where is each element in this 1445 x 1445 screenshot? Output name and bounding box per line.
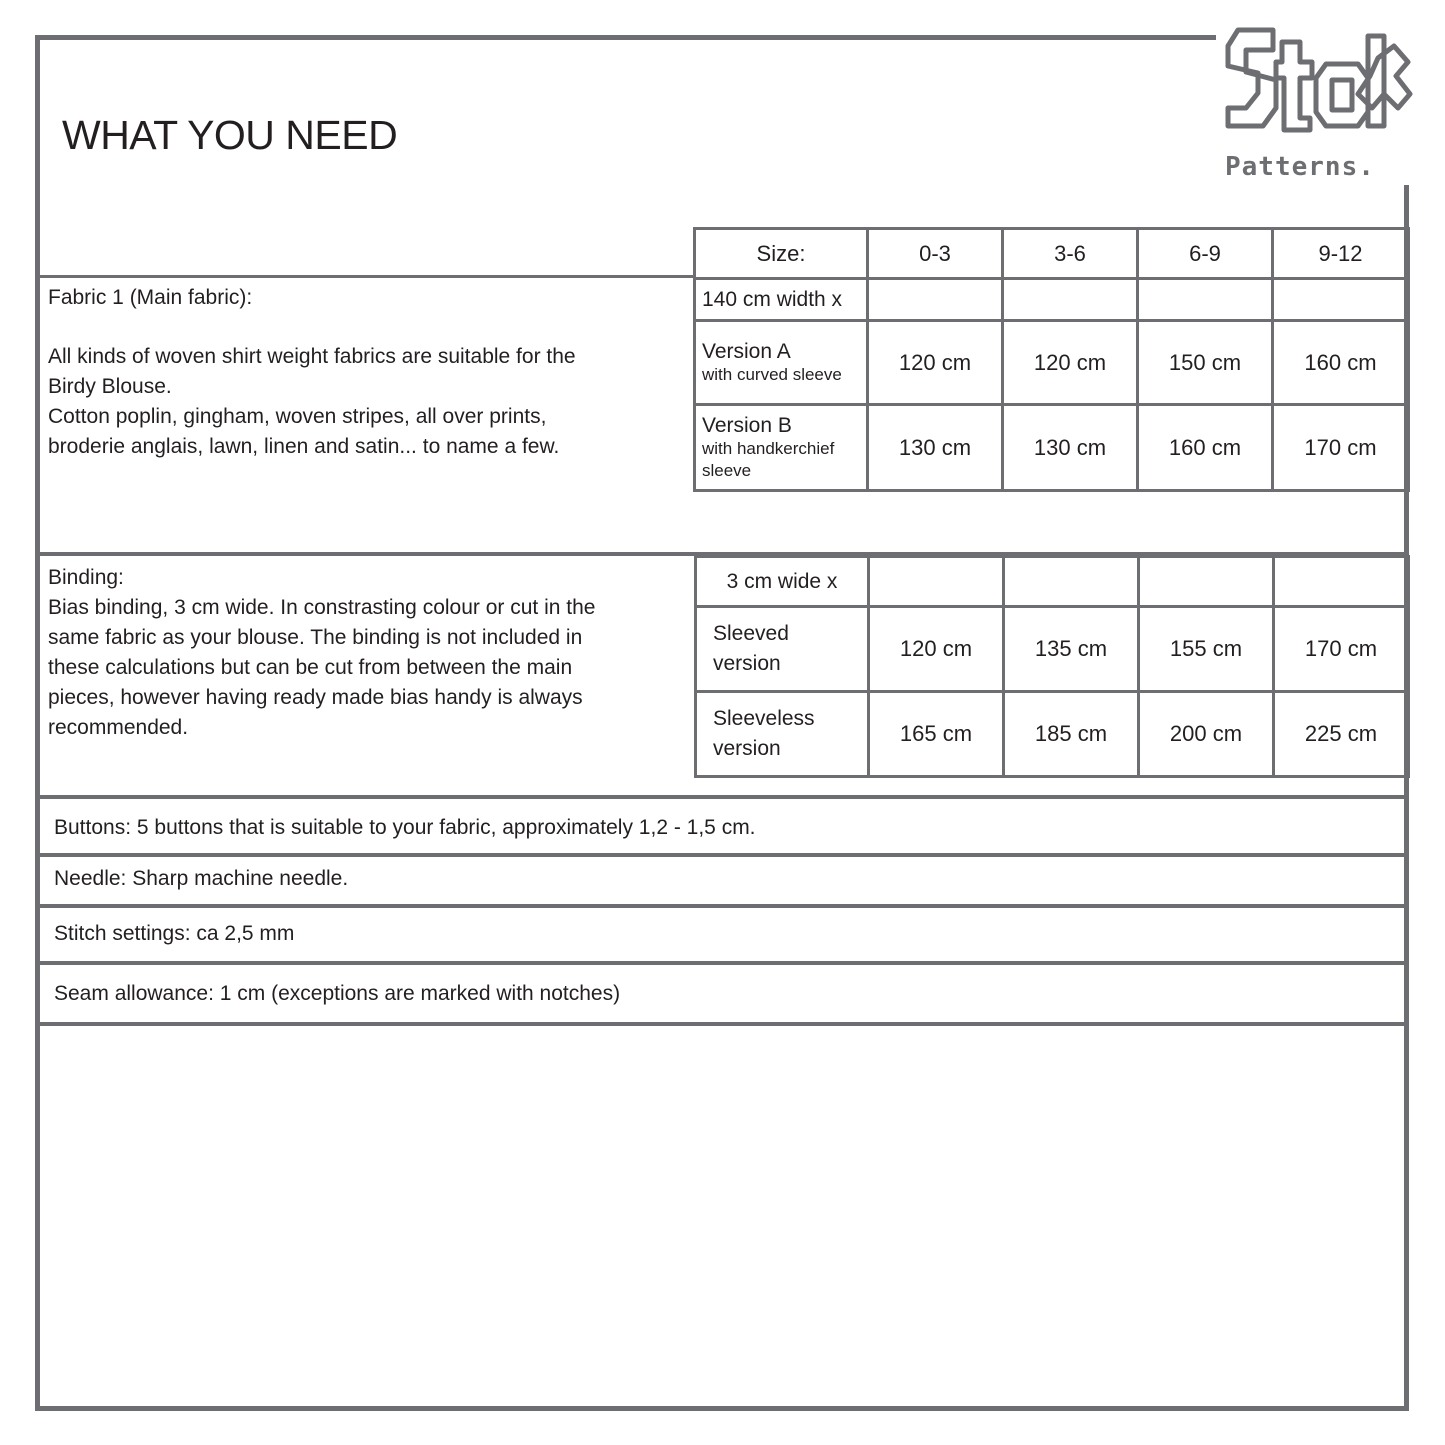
notes-divider-2 bbox=[38, 853, 1407, 857]
table-cell bbox=[1004, 557, 1139, 607]
size-col-6-9: 6-9 bbox=[1138, 229, 1273, 279]
version-b-value-0-3: 130 cm bbox=[868, 405, 1003, 491]
buttons-note: Buttons: 5 buttons that is suitable to your fabric, approximately 1,2 - 1,5 cm. bbox=[54, 816, 756, 839]
sleeved-value-3-6: 135 cm bbox=[1004, 607, 1139, 692]
version-a-label: Version A bbox=[702, 339, 791, 363]
size-label: Size: bbox=[695, 229, 868, 279]
sleeved-value-9-12: 170 cm bbox=[1274, 607, 1409, 692]
logo-wordmark: Patterns. bbox=[1225, 152, 1375, 182]
size-col-0-3: 0-3 bbox=[868, 229, 1003, 279]
notes-divider-4 bbox=[38, 961, 1407, 965]
version-a-label-cell bbox=[695, 321, 868, 405]
binding-heading: Binding: bbox=[48, 566, 124, 589]
sleeved-label: Sleeved version bbox=[696, 607, 869, 692]
binding-width-label: 3 cm wide x bbox=[696, 557, 869, 607]
version-b-value-6-9: 160 cm bbox=[1138, 405, 1273, 491]
binding-description: Bias binding, 3 cm wide. In constrasting colour or cut in the same fabric as your blouse. The binding is not included in these calculations but can be cut from between the main pieces, however having ready made bias handy is always recommended. bbox=[48, 596, 596, 739]
notes-divider-5 bbox=[38, 1022, 1407, 1026]
sleeveless-value-6-9: 200 cm bbox=[1139, 692, 1274, 777]
table-cell bbox=[1139, 557, 1274, 607]
version-b-value-3-6: 130 cm bbox=[1003, 405, 1138, 491]
sleeveless-row bbox=[696, 692, 1409, 777]
version-a-value-6-9: 150 cm bbox=[1138, 321, 1273, 405]
fabric-width-row bbox=[695, 279, 1409, 321]
notes-divider-3 bbox=[38, 904, 1407, 908]
fabric-heading: Fabric 1 (Main fabric): bbox=[48, 286, 253, 309]
sleeved-value-6-9: 155 cm bbox=[1139, 607, 1274, 692]
version-a-value-0-3: 120 cm bbox=[868, 321, 1003, 405]
version-a-value-9-12: 160 cm bbox=[1273, 321, 1409, 405]
size-col-9-12: 9-12 bbox=[1273, 229, 1409, 279]
fabric-description: All kinds of woven shirt weight fabrics are suitable for the Birdy Blouse. Cotton poplin, gingham, woven stripes, all over prints, broderie anglais, lawn, linen and satin... to name a few. bbox=[48, 345, 576, 458]
size-header-row bbox=[695, 229, 1409, 279]
sleeveless-value-0-3: 165 cm bbox=[869, 692, 1004, 777]
version-b-label: Version B bbox=[702, 413, 792, 437]
fabric-width-label: 140 cm width x bbox=[695, 279, 868, 321]
frame-bottom-line bbox=[35, 1406, 1409, 1411]
version-a-row bbox=[695, 321, 1409, 405]
table-cell bbox=[1003, 279, 1138, 321]
stitch-note: Stitch settings: ca 2,5 mm bbox=[54, 922, 295, 945]
version-b-label-cell bbox=[695, 405, 868, 491]
frame-left-line bbox=[35, 35, 40, 1411]
notes-divider-1 bbox=[38, 795, 1407, 799]
binding-size-table bbox=[694, 555, 1410, 778]
table-cell bbox=[869, 557, 1004, 607]
table-cell bbox=[1274, 557, 1409, 607]
binding-width-row bbox=[696, 557, 1409, 607]
page-title: WHAT YOU NEED bbox=[62, 112, 398, 158]
sleeved-row bbox=[696, 607, 1409, 692]
version-a-value-3-6: 120 cm bbox=[1003, 321, 1138, 405]
sleeved-value-0-3: 120 cm bbox=[869, 607, 1004, 692]
fabric-size-table bbox=[693, 227, 1410, 492]
header-divider bbox=[38, 275, 694, 278]
table-cell bbox=[1273, 279, 1409, 321]
needle-note: Needle: Sharp machine needle. bbox=[54, 867, 349, 890]
seam-note: Seam allowance: 1 cm (exceptions are marked with notches) bbox=[54, 982, 621, 1005]
version-b-sub: with handkerchief sleeve bbox=[702, 438, 835, 480]
version-b-value-9-12: 170 cm bbox=[1273, 405, 1409, 491]
frame-top-line bbox=[35, 35, 1216, 40]
table-cell bbox=[868, 279, 1003, 321]
version-a-sub: with curved sleeve bbox=[702, 364, 842, 384]
version-b-row bbox=[695, 405, 1409, 491]
table-cell bbox=[1138, 279, 1273, 321]
sleeveless-value-9-12: 225 cm bbox=[1274, 692, 1409, 777]
sleeveless-value-3-6: 185 cm bbox=[1004, 692, 1139, 777]
sleeveless-label: Sleeveless version bbox=[696, 692, 869, 777]
size-col-3-6: 3-6 bbox=[1003, 229, 1138, 279]
